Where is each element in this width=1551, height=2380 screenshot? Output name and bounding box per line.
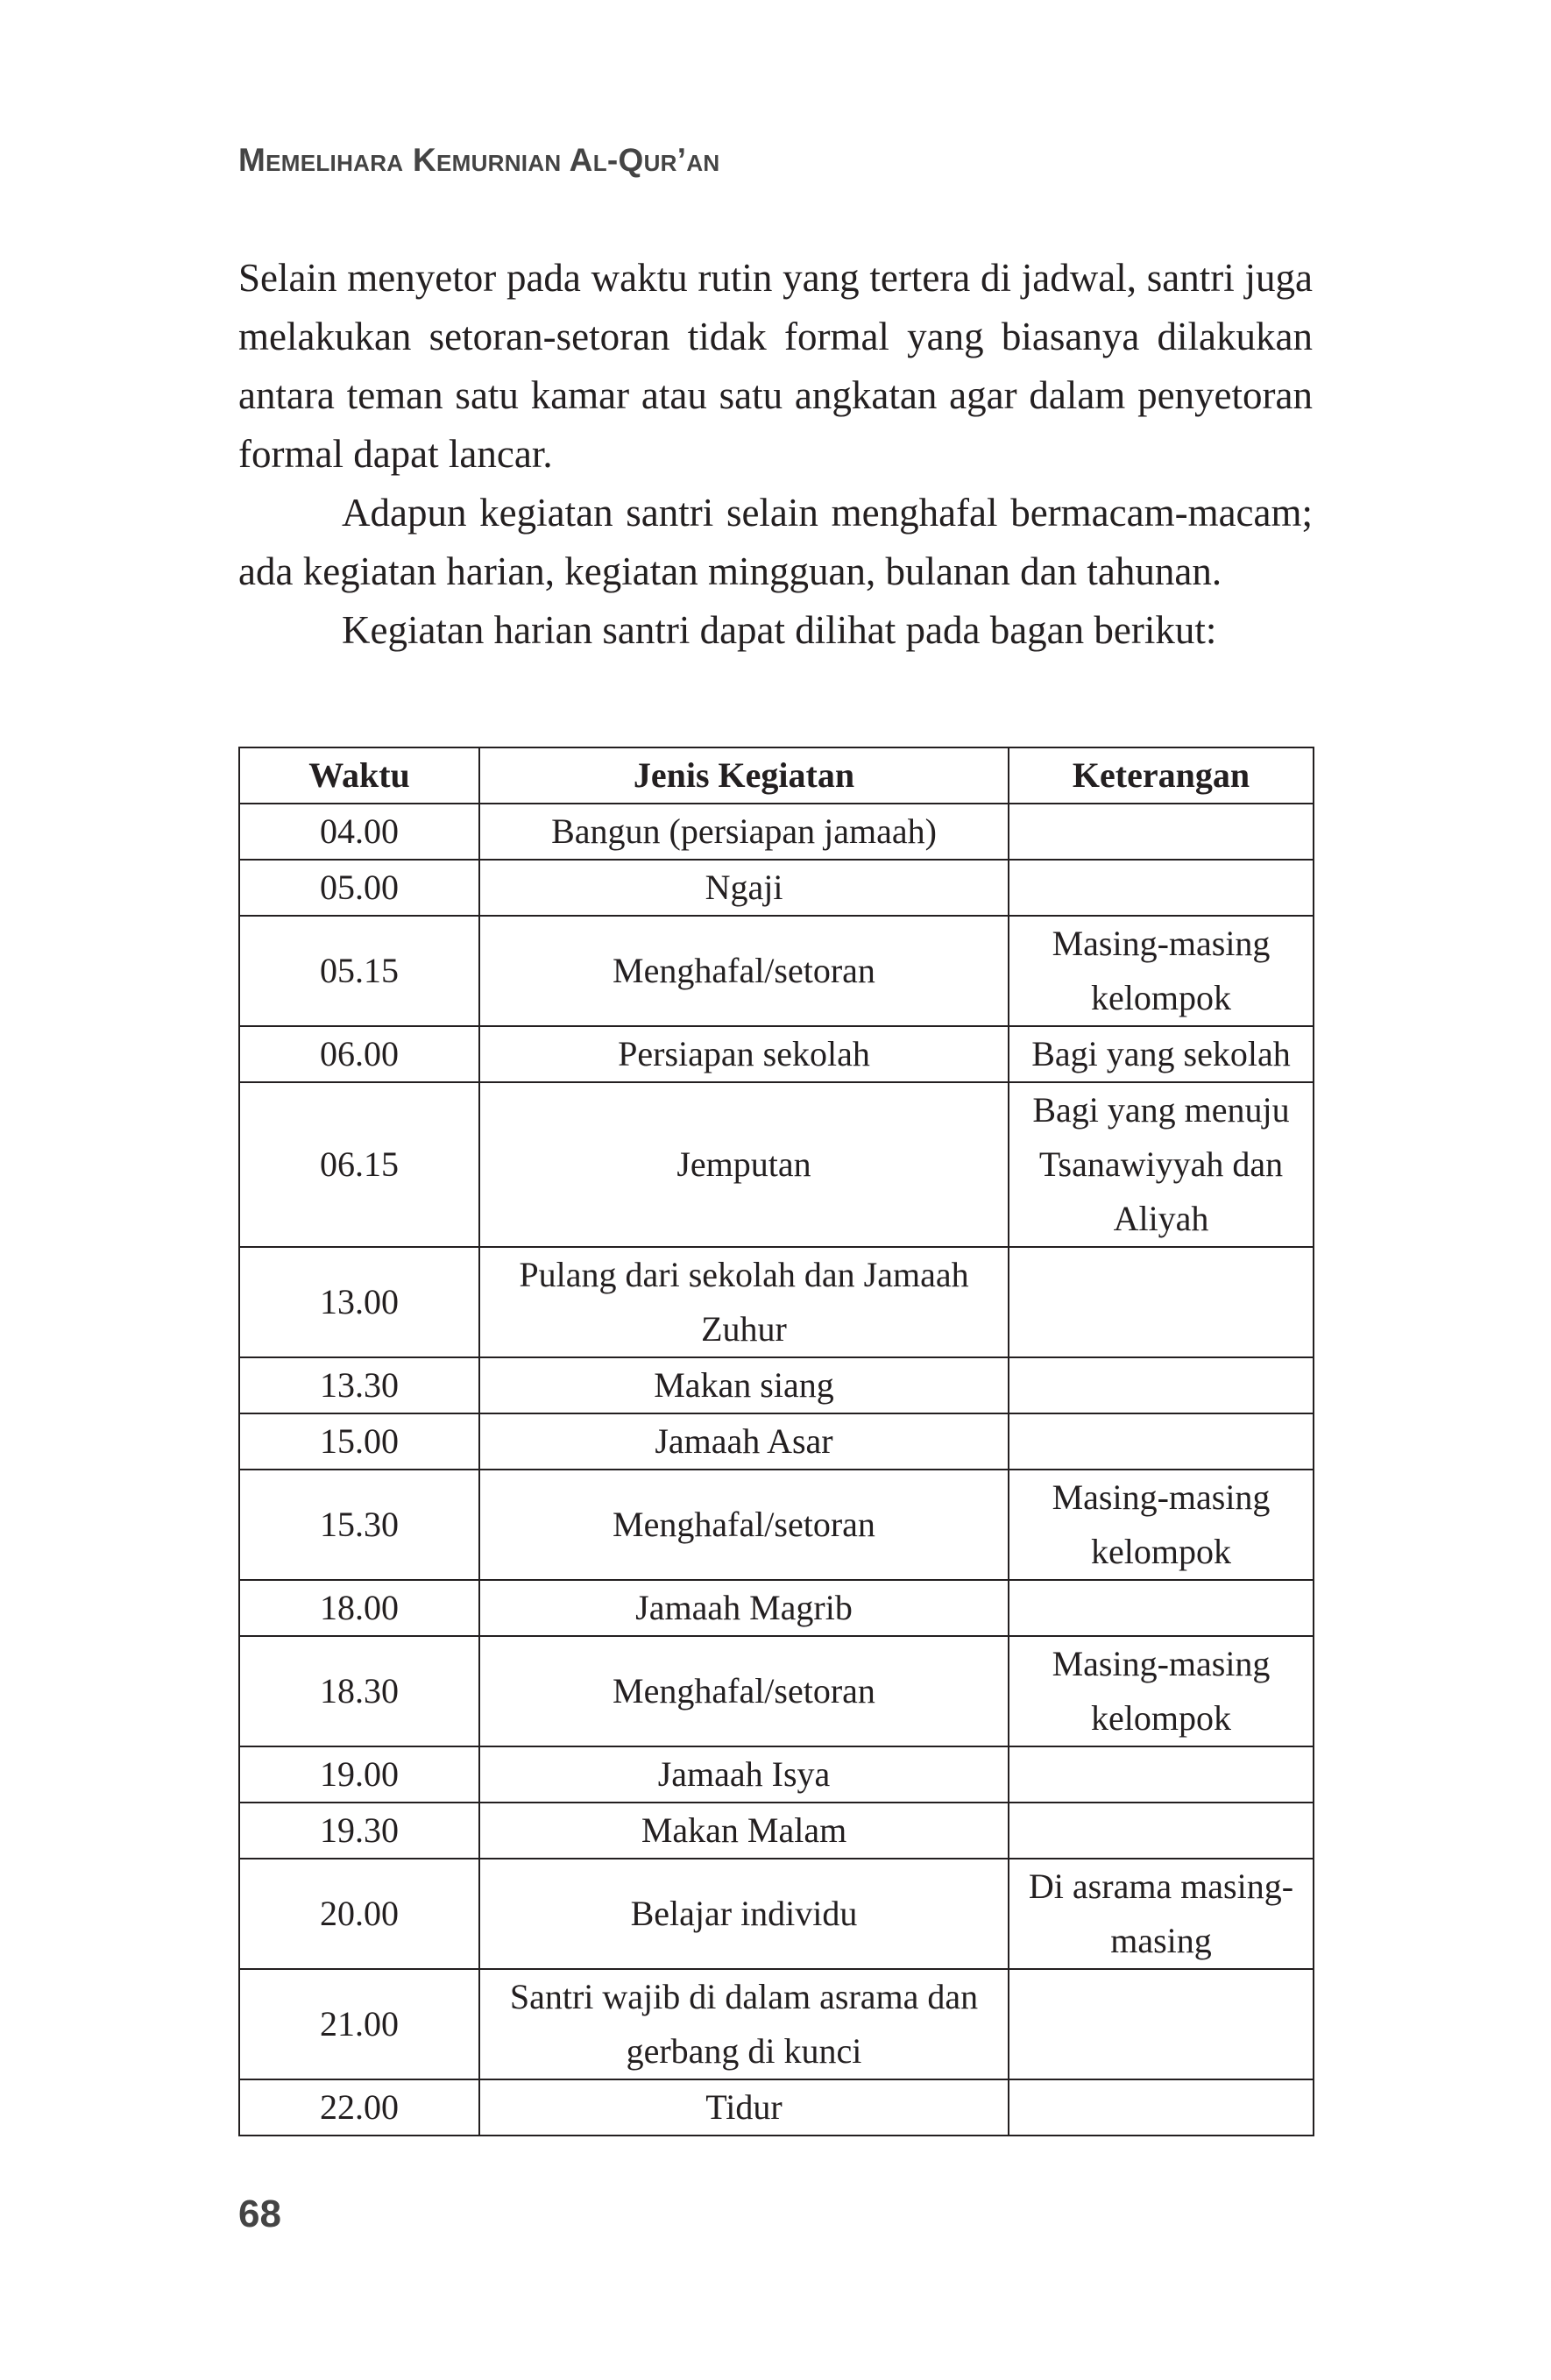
cell-kegiatan: Menghafal/setoran [479,1636,1009,1746]
paragraph-1: Selain menyetor pada waktu rutin yang tertera di jadwal, santri juga melakukan setoran-setoran tidak formal yang biasanya dilakukan antara teman satu kamar atau satu angkatan agar dalam penyetoran formal dapat lancar. [238,256,1313,476]
cell-kegiatan: Persiapan sekolah [479,1026,1009,1082]
cell-waktu: 13.00 [239,1247,479,1357]
cell-kegiatan: Jemputan [479,1082,1009,1247]
header-jenis-kegiatan: Jenis Kegiatan [479,747,1009,804]
daily-schedule-table [238,747,1313,2136]
cell-kegiatan: Belajar individu [479,1859,1009,1969]
cell-waktu: 19.00 [239,1746,479,1803]
paragraph-2: Adapun kegiatan santri selain menghafal bermacam-macam; ada kegiatan harian, kegiatan mingguan, bulanan dan tahunan. [238,491,1313,593]
table-row [239,1803,1314,1859]
table-row [239,1859,1314,1969]
table-row [239,1580,1314,1636]
body-text [238,249,1313,660]
table-row [239,1413,1314,1470]
cell-waktu: 04.00 [239,804,479,860]
page-number: 68 [238,2192,281,2235]
table-row [239,916,1314,1026]
header-waktu: Waktu [239,747,479,804]
cell-keterangan [1009,1803,1314,1859]
cell-kegiatan: Makan siang [479,1357,1009,1413]
cell-keterangan [1009,1247,1314,1357]
table-row [239,1969,1314,2079]
cell-waktu: 21.00 [239,1969,479,2079]
cell-kegiatan: Ngaji [479,860,1009,916]
cell-keterangan [1009,860,1314,916]
cell-keterangan [1009,1746,1314,1803]
cell-kegiatan: Santri wajib di dalam asrama dan gerbang di kunci [479,1969,1009,2079]
header-keterangan: Keterangan [1009,747,1314,804]
schedule-table [238,747,1314,2136]
table-row [239,1357,1314,1413]
cell-kegiatan: Makan Malam [479,1803,1009,1859]
cell-waktu: 06.15 [239,1082,479,1247]
table-row [239,1082,1314,1247]
table-row [239,1746,1314,1803]
table-row [239,1026,1314,1082]
cell-keterangan [1009,2079,1314,2136]
cell-waktu: 19.30 [239,1803,479,1859]
cell-kegiatan: Menghafal/setoran [479,916,1009,1026]
cell-waktu: 22.00 [239,2079,479,2136]
cell-waktu: 13.30 [239,1357,479,1413]
table-row [239,2079,1314,2136]
cell-keterangan: Masing-masing kelompok [1009,1470,1314,1580]
cell-keterangan: Masing-masing kelompok [1009,916,1314,1026]
cell-kegiatan: Tidur [479,2079,1009,2136]
table-row [239,860,1314,916]
cell-keterangan [1009,1969,1314,2079]
table-body [239,804,1314,2136]
table-row [239,1636,1314,1746]
table-row [239,804,1314,860]
cell-waktu: 15.00 [239,1413,479,1470]
cell-keterangan: Di asrama masing-masing [1009,1859,1314,1969]
cell-kegiatan: Menghafal/setoran [479,1470,1009,1580]
cell-waktu: 05.00 [239,860,479,916]
cell-kegiatan: Bangun (persiapan jamaah) [479,804,1009,860]
cell-waktu: 18.00 [239,1580,479,1636]
cell-waktu: 15.30 [239,1470,479,1580]
cell-waktu: 18.30 [239,1636,479,1746]
cell-keterangan [1009,1413,1314,1470]
cell-waktu: 05.15 [239,916,479,1026]
cell-waktu: 20.00 [239,1859,479,1969]
cell-kegiatan: Jamaah Magrib [479,1580,1009,1636]
cell-keterangan [1009,1357,1314,1413]
cell-kegiatan: Jamaah Isya [479,1746,1009,1803]
cell-keterangan: Masing-masing kelompok [1009,1636,1314,1746]
table-row [239,1247,1314,1357]
cell-kegiatan: Jamaah Asar [479,1413,1009,1470]
cell-keterangan [1009,804,1314,860]
cell-waktu: 06.00 [239,1026,479,1082]
running-head: Memelihara Kemurnian Al-Qur’an [238,142,720,178]
cell-keterangan: Bagi yang menuju Tsanawiyyah dan Aliyah [1009,1082,1314,1247]
table-row [239,1470,1314,1580]
paragraph-3: Kegiatan harian santri dapat dilihat pada bagan berikut: [342,608,1217,652]
cell-keterangan [1009,1580,1314,1636]
table-header-row [239,747,1314,804]
cell-kegiatan: Pulang dari sekolah dan Jamaah Zuhur [479,1247,1009,1357]
cell-keterangan: Bagi yang sekolah [1009,1026,1314,1082]
